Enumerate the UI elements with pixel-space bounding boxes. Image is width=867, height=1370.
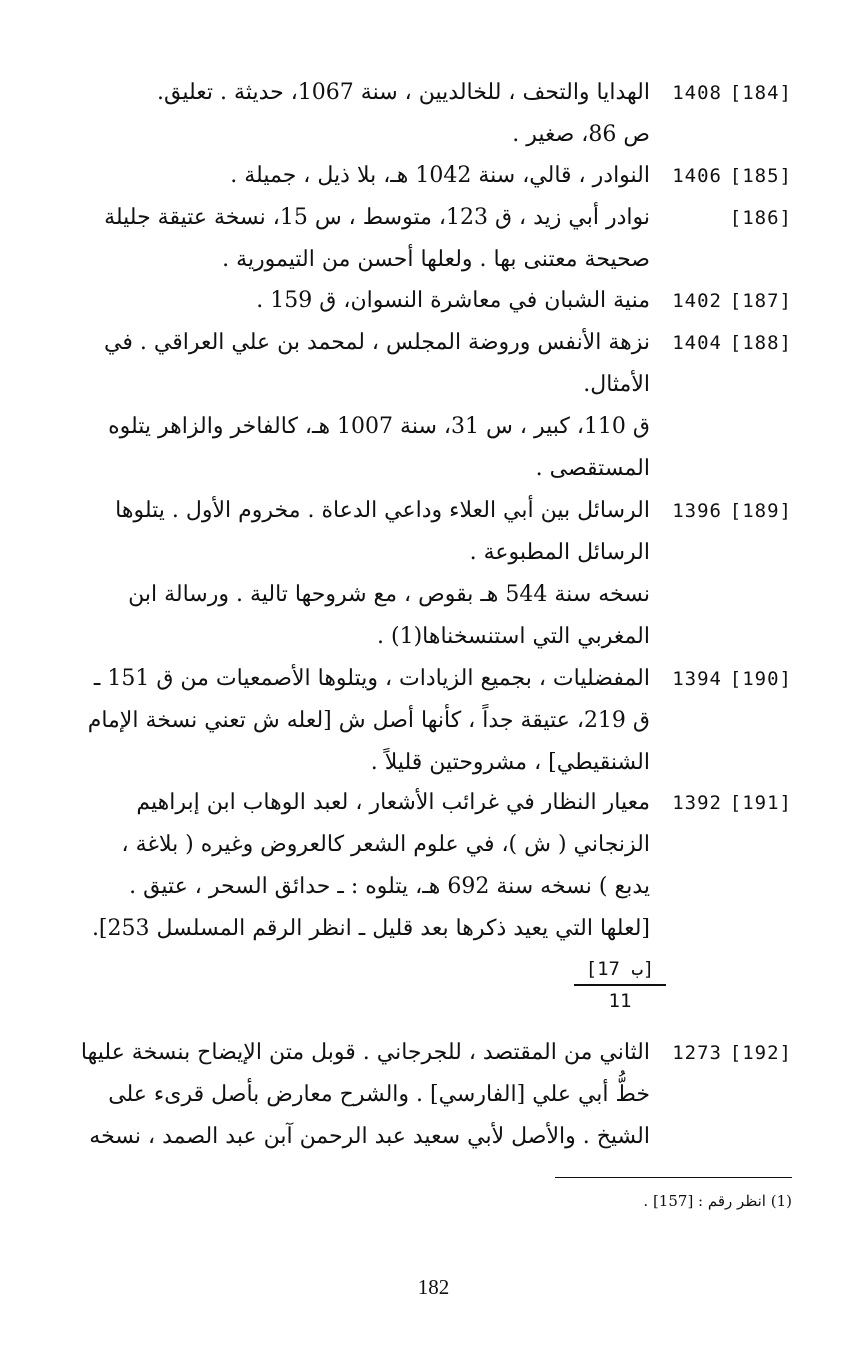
footnote: (1) انظر رقم : [157] . [643,1192,792,1210]
entry-text [40,782,650,950]
entry-line: ق 110، كبير ، س 31، سنة 1007 هـ، كالفاخر والزاهر يتلوه [108,414,650,439]
entry-186 [40,197,792,281]
entry-number: [190] [729,668,792,690]
entry-line: ق 219، عتيقة جداً ، كأنها أصل ش [لعله ش تعني نسخة الإمام [87,708,650,733]
entry-line: الهدايا والتحف ، للخالديين ، سنة 1067، حديثة . تعليق. [157,80,650,105]
entry-line: النوادر ، قالي، سنة 1042 هـ، بلا ذيل ، جميلة . [230,163,650,188]
entry-line: الزنجاني ( ش )، في علوم الشعر كالعروض وغيره ( بلاغة ، [121,832,650,857]
folio-reference: [17 ب] [574,958,666,986]
entry-192 [40,1032,792,1158]
entry-number: [185] [729,165,792,187]
entry-code [650,197,722,281]
entry-number: [186] [729,207,792,229]
entry-line: [لعلها التي يعيد ذكرها بعد قليل ـ انظر الرقم المسلسل 253]. [91,916,650,941]
entry-line: الرسائل المطبوعة . [469,540,650,565]
entry-text [40,490,650,658]
entry-number: [191] [729,792,792,814]
entry-line: الشنقيطي] ، مشروحتين قليلاً . [370,750,650,775]
entry-189 [40,490,792,658]
entry-code: 1404 [672,332,722,354]
entry-code: 1273 [672,1042,722,1064]
entry-text [40,658,650,784]
entry-line: نسخه سنة 544 هـ بقوص ، مع شروحها تالية . ورسالة ابن [128,582,650,607]
entry-line: المستقصى . [535,456,650,481]
entry-code: 1392 [672,792,722,814]
entry-line: صحيحة معتنى بها . ولعلها أحسن من التيمورية . [222,247,650,272]
entry-line: نوادر أبي زيد ، ق 123، متوسط ، س 15، نسخة عتيقة جليلة [104,205,650,230]
entry-line: الأمثال. [583,372,650,397]
entry-line: الشيخ . والأصل لأبي سعيد عبد الرحمن آبن عبد الصمد ، نسخه [89,1124,650,1149]
entry-number: [187] [729,290,792,312]
entry-code: 1406 [672,165,722,187]
entry-number: [188] [729,332,792,354]
entry-text [40,155,650,197]
entry-191 [40,782,792,950]
entry-code: 1396 [672,500,722,522]
entry-line: الثاني من المقتصد ، للجرجاني . قوبل متن الإيضاح بنسخة عليها [80,1040,650,1065]
entry-number: [184] [729,82,792,104]
page-number: 182 [417,1275,450,1299]
entry-190 [40,658,792,784]
entry-line: يدبع ) نسخه سنة 692 هـ، يتلوه : ـ حدائق السحر ، عتيق . [129,874,650,899]
entry-text [40,1032,650,1158]
entry-line: معيار النظار في غرائب الأشعار ، لعبد الوهاب ابن إبراهيم [136,790,650,815]
entry-line: نزهة الأنفس وروضة المجلس ، لمحمد بن علي العراقي . في [104,330,650,355]
entry-187 [40,280,792,322]
footnote-divider [555,1177,792,1178]
entry-text [40,72,650,156]
entry-line: منية الشبان في معاشرة النسوان، ق 159 . [256,288,650,313]
entry-185 [40,155,792,197]
folio-number: 11 [608,990,632,1012]
entry-188 [40,322,792,490]
entry-code: 1402 [672,290,722,312]
entry-line: الرسائل بين أبي العلاء وداعي الدعاة . مخروم الأول . يتلوها [115,498,650,523]
entry-text [40,280,650,322]
entry-line: ص 86، صغير . [512,122,650,147]
entry-line: المفضليات ، بجميع الزيادات ، ويتلوها الأصمعيات من ق 151 ـ [93,666,650,691]
entry-184 [40,72,792,156]
entry-code: 1408 [672,82,722,104]
entry-number: [192] [729,1042,792,1064]
folio-marker [560,958,680,1012]
entry-text [40,197,650,281]
entry-line: خطُّ أبي علي [الفارسي] . والشرح معارض بأصل قرىء على [108,1082,650,1107]
entry-code: 1394 [672,668,722,690]
entry-line: المغربي التي استنسخناها(1) . [377,624,650,649]
entry-number: [189] [729,500,792,522]
entry-text [40,322,650,490]
